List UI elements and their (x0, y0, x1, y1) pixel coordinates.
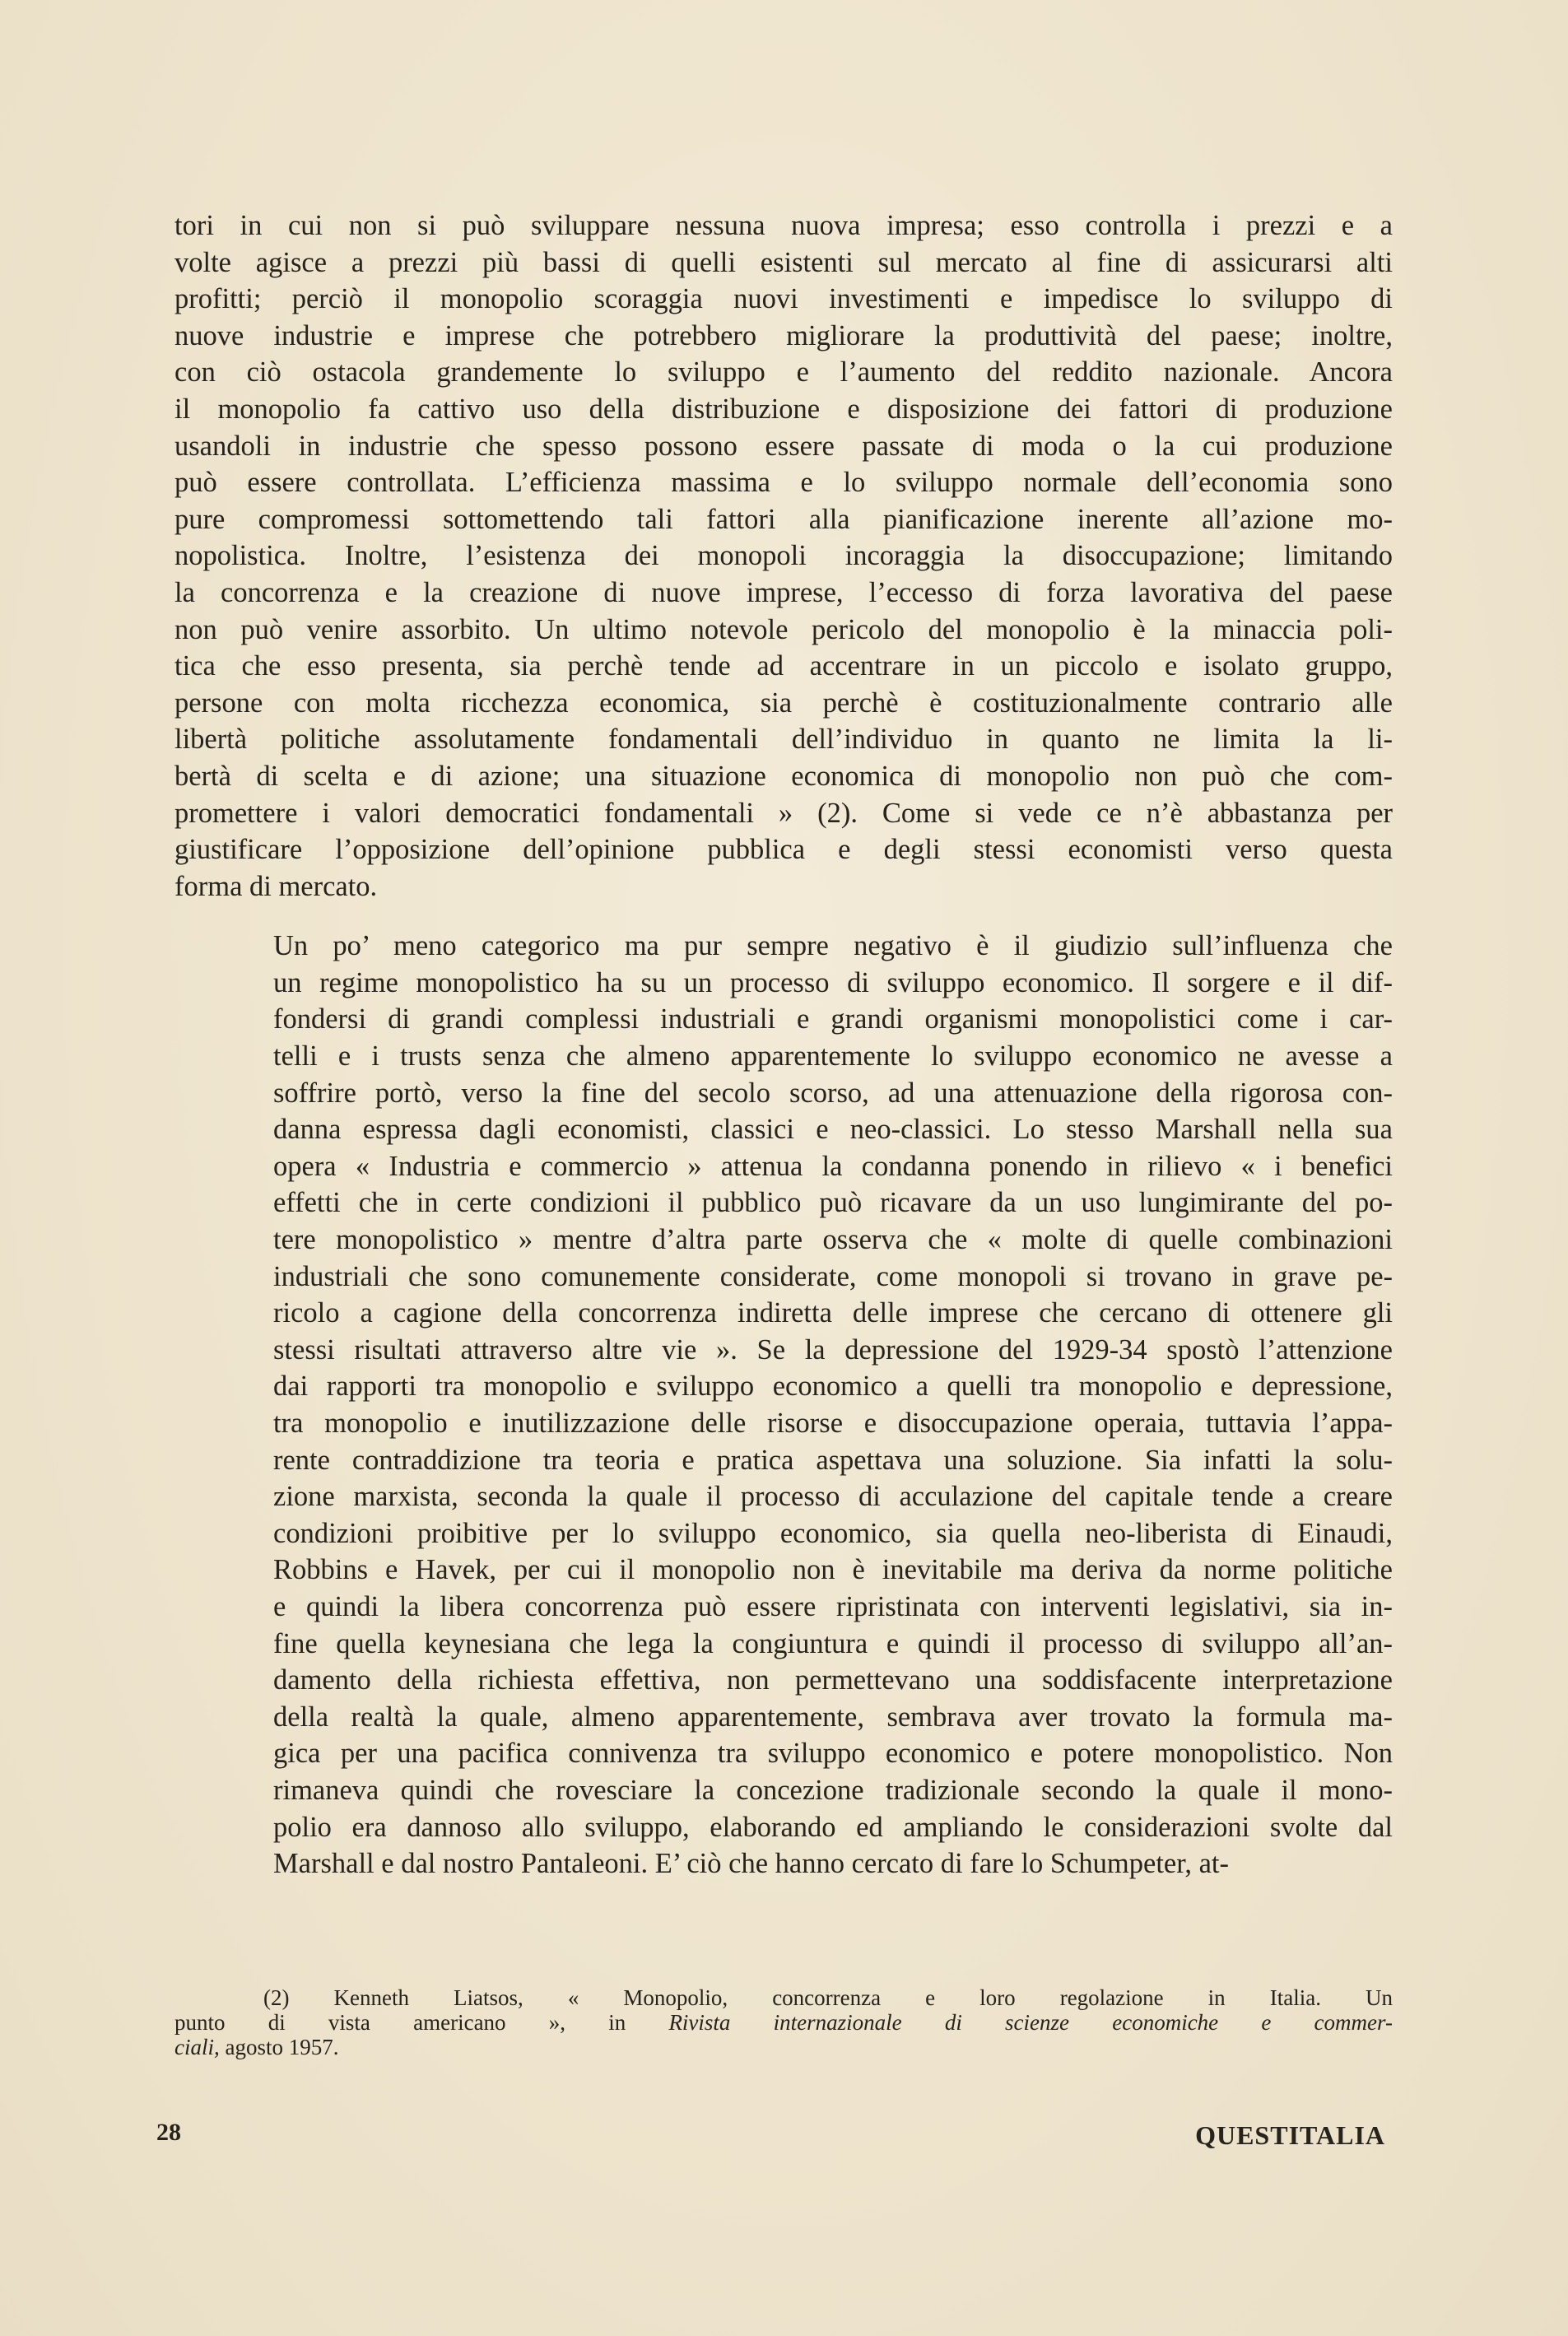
text-line: tra monopolio e inutilizzazione delle risorse e disoccupazione operaia, tuttavia l’appa- (273, 1408, 1393, 1439)
text-line: rente contraddizione tra teoria e pratica aspettava una soluzione. Sia infatti la solu- (273, 1444, 1393, 1476)
body-text (174, 207, 1393, 1882)
text-line: industriali che sono comunemente considerate, come monopoli si trovano in grave pe- (273, 1260, 1393, 1292)
text-line: profitti; perciò il monopolio scoraggia nuovi investimenti e impedisce lo sviluppo di (174, 283, 1393, 315)
footnote (174, 1985, 1393, 2059)
text-line: telli e i trusts senza che almeno apparentemente lo sviluppo economico ne avesse a (273, 1040, 1393, 1073)
text-line: della realtà la quale, almeno apparentemente, sembrava aver trovato la formula ma- (273, 1701, 1393, 1733)
text-line: può essere controllata. L’efficienza massima e lo sviluppo normale dell’economia sono (174, 467, 1393, 499)
text-line: fine quella keynesiana che lega la congiuntura e quindi il processo di sviluppo all’an- (273, 1627, 1393, 1659)
text-line: zione marxista, seconda la quale il processo di acculazione del capitale tende a creare (273, 1481, 1393, 1513)
footnote-journal-title: Rivista internazionale di scienze economiche e commer- (668, 2010, 1393, 2035)
magazine-name: QUESTITALIA (1195, 2120, 1385, 2150)
text-line: fondersi di grandi complessi industriali e grandi organismi monopolistici come i car- (273, 1003, 1393, 1035)
footnote-journal-title-end: ciali, (174, 2035, 220, 2059)
paragraph-monopoly-development (174, 928, 1393, 1882)
text-line: pure compromessi sottomettendo tali fattori alla pianificazione inerente all’azione mo- (174, 503, 1393, 535)
text-line: danna espressa dagli economisti, classici e neo-classici. Lo stesso Marshall nella sua (273, 1114, 1393, 1146)
text-line: tori in cui non si può sviluppare nessuna nuova impresa; esso controlla i prezzi e a (174, 210, 1393, 241)
text-line: tere monopolistico » mentre d’altra parte osserva che « molte di quelle combinazioni (273, 1224, 1393, 1256)
text-line: forma di mercato. (174, 870, 378, 902)
text-line: usandoli in industrie che spesso possono essere passate di moda o la cui produzione (174, 430, 1393, 462)
footnote-line-2 (174, 2010, 1393, 2035)
text-line: effetti che in certe condizioni il pubblico può ricavare da un uso lungimirante del po- (273, 1187, 1393, 1219)
text-line: persone con molta ricchezza economica, sia perchè è costituzionalmente contrario alle (174, 686, 1393, 719)
text-line: polio era dannoso allo sviluppo, elaborando ed ampliando le considerazioni svolte dal (273, 1811, 1393, 1843)
text-line: rimaneva quindi che rovesciare la concezione tradizionale secondo la quale il mono- (273, 1774, 1393, 1806)
text-line: soffrire portò, verso la fine del secolo scorso, ad una attenuazione della rigorosa con- (273, 1077, 1393, 1109)
footnote-date: agosto 1957. (219, 2035, 339, 2059)
text-line: dai rapporti tra monopolio e sviluppo economico a quelli tra monopolio e depressione, (273, 1370, 1393, 1403)
footnote-line-1: (2) Kenneth Liatsos, « Monopolio, concorrenza e loro regolazione in Italia. Un (263, 1985, 1393, 2010)
text-line: stessi risultati attraverso altre vie ». Se la depressione del 1929-34 spostò l’attenzione (273, 1333, 1393, 1366)
page-number: 28 (156, 2119, 181, 2146)
text-line: libertà politiche assolutamente fondamentali dell’individuo in quanto ne limita la li- (174, 724, 1393, 756)
footnote-line-3 (174, 2035, 1393, 2059)
text-line: il monopolio fa cattivo uso della distribuzione e disposizione dei fattori di produzione (174, 393, 1393, 425)
text-line: volte agisce a prezzi più bassi di quelli esistenti sul mercato al fine di assicurarsi alti (174, 246, 1393, 278)
text-line: e quindi la libera concorrenza può essere ripristinata con interventi legislativi, sia in- (273, 1590, 1393, 1622)
text-line: Robbins e Havek, per cui il monopolio non è inevitabile ma deriva da norme politiche (273, 1554, 1393, 1586)
text-line: nuove industrie e imprese che potrebbero migliorare la produttività del paese; inoltre, (174, 319, 1393, 351)
text-line: promettere i valori democratici fondamentali » (2). Come si vede ce n’è abbastanza per (174, 797, 1393, 829)
text-line: Marshall e dal nostro Pantaleoni. E’ ciò che hanno cercato di fare lo Schumpeter, at- (273, 1848, 1229, 1880)
text-line: gica per una pacifica connivenza tra sviluppo economico e potere monopolistico. Non (273, 1738, 1393, 1770)
text-line: opera « Industria e commercio » attenua la condanna ponendo in rilievo « i benefici (273, 1150, 1393, 1182)
text-line: bertà di scelta e di azione; una situazione economica di monopolio non può che com- (174, 760, 1393, 792)
text-line: giustificare l’opposizione dell’opinione pubblica e degli stessi economisti verso questa (174, 834, 1393, 866)
paragraph-monopoly-effects (174, 207, 1393, 905)
text-line: Un po’ meno categorico ma pur sempre negativo è il giudizio sull’influenza che (273, 930, 1393, 962)
text-line: damento della richiesta effettiva, non permettevano una soddisfacente interpretazione (273, 1664, 1393, 1696)
footnote-line-2-text: punto di vista americano », in (174, 2010, 669, 2035)
text-line: tica che esso presenta, sia perchè tende ad accentrare in un piccolo e isolato gruppo, (174, 650, 1393, 682)
text-line: un regime monopolistico ha su un processo di sviluppo economico. Il sorgere e il dif- (273, 966, 1393, 998)
text-line: ricolo a cagione della concorrenza indiretta delle imprese che cercano di ottenere gli (273, 1297, 1393, 1329)
text-line: nopolistica. Inoltre, l’esistenza dei monopoli incoraggia la disoccupazione; limitando (174, 540, 1393, 572)
text-line: la concorrenza e la creazione di nuove imprese, l’eccesso di forza lavorativa del paese (174, 576, 1393, 608)
text-line: condizioni proibitive per lo sviluppo economico, sia quella neo-liberista di Einaudi, (273, 1517, 1393, 1549)
text-line: non può venire assorbito. Un ultimo notevole pericolo del monopolio è la minaccia poli- (174, 613, 1393, 645)
text-line: con ciò ostacola grandemente lo sviluppo e l’aumento del reddito nazionale. Ancora (174, 356, 1393, 389)
